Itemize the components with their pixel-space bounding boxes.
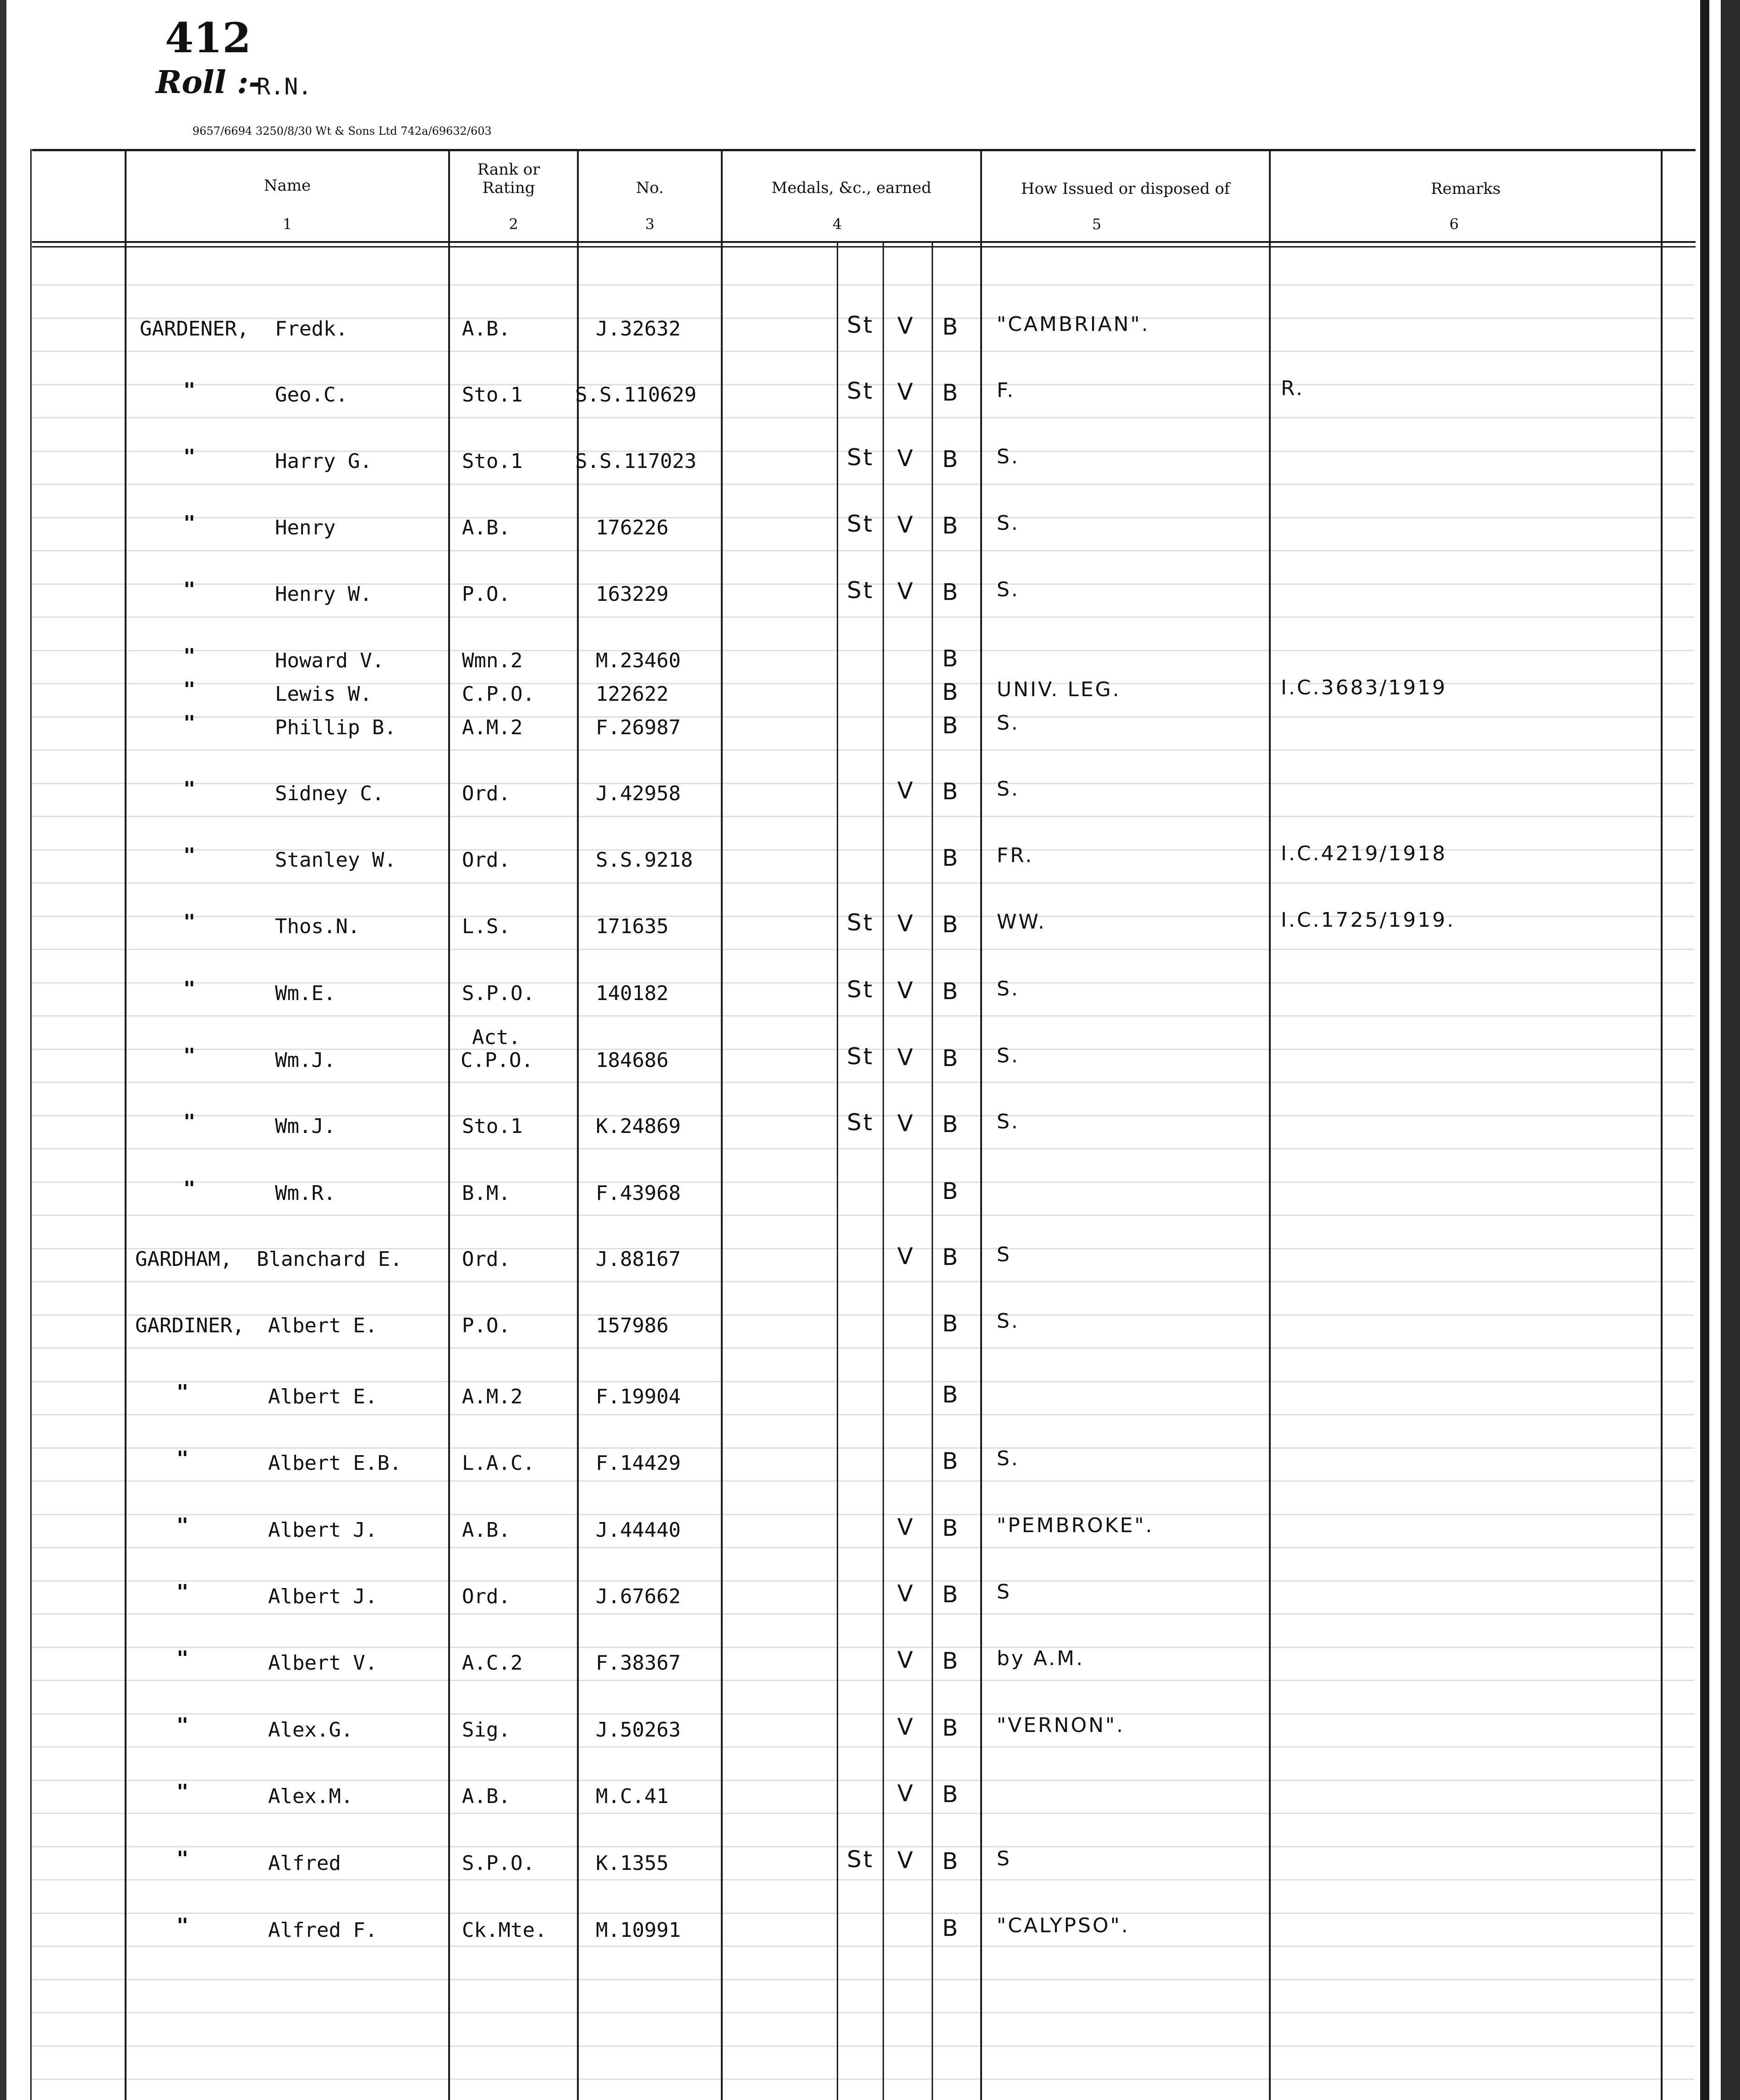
service-number: F.26987 bbox=[596, 716, 681, 739]
british-medal: B bbox=[942, 645, 960, 672]
issued-note: UNIV. LEG. bbox=[997, 678, 1121, 701]
ditto-mark: " bbox=[183, 711, 196, 735]
remarks-note: I.C.3683/1919 bbox=[1281, 676, 1447, 699]
service-number: K.1355 bbox=[596, 1852, 669, 1875]
star-medal: St bbox=[847, 1043, 874, 1070]
british-medal: B bbox=[942, 379, 960, 406]
service-number: 140182 bbox=[596, 982, 669, 1005]
roll-value: R.N. bbox=[257, 73, 312, 100]
rank: Ord. bbox=[462, 782, 510, 805]
given-name: Howard V. bbox=[275, 649, 384, 672]
rank: A.B. bbox=[462, 1785, 510, 1808]
ditto-mark: " bbox=[183, 777, 196, 801]
ruled-line bbox=[32, 1082, 1694, 1083]
ruled-line bbox=[32, 1647, 1694, 1648]
ruled-line bbox=[32, 1514, 1694, 1515]
ruled-line bbox=[32, 1813, 1694, 1814]
british-medal: B bbox=[942, 512, 960, 539]
victory-medal: V bbox=[897, 910, 915, 937]
ditto-mark: " bbox=[183, 977, 196, 1001]
ruled-line bbox=[32, 1015, 1694, 1017]
service-number: M.23460 bbox=[596, 649, 681, 672]
british-medal: B bbox=[942, 1781, 960, 1808]
given-name: Alfred F. bbox=[268, 1919, 378, 1942]
service-number: J.50263 bbox=[596, 1718, 681, 1742]
british-medal: B bbox=[942, 1448, 960, 1474]
col-divider-2 bbox=[448, 149, 450, 2100]
ruled-line bbox=[32, 1613, 1694, 1615]
ruled-line bbox=[32, 1414, 1694, 1415]
rank: Sto.1 bbox=[462, 1115, 523, 1138]
victory-medal: V bbox=[897, 1044, 915, 1071]
rank: Act. bbox=[472, 1026, 521, 1049]
victory-medal: V bbox=[897, 1847, 915, 1874]
column-header-medals: Medals, &c., earned bbox=[771, 179, 932, 197]
header-bottom-rule-2 bbox=[32, 246, 1696, 247]
ruled-line bbox=[32, 1580, 1694, 1582]
service-number: K.24869 bbox=[596, 1115, 681, 1138]
given-name: Thos.N. bbox=[275, 915, 360, 938]
rank: A.C.2 bbox=[462, 1651, 523, 1675]
column-number-4: 4 bbox=[832, 215, 842, 233]
issued-note: F. bbox=[997, 379, 1015, 402]
victory-medal: V bbox=[897, 511, 915, 538]
ditto-mark: " bbox=[183, 910, 196, 934]
service-number: J.32632 bbox=[596, 317, 681, 341]
rank: S.P.O. bbox=[462, 982, 535, 1005]
victory-medal: V bbox=[897, 1514, 915, 1540]
issued-note: S. bbox=[997, 1110, 1020, 1133]
service-number: 171635 bbox=[596, 915, 669, 938]
victory-medal: V bbox=[897, 777, 915, 804]
issued-note: S. bbox=[997, 777, 1020, 801]
ditto-mark: " bbox=[176, 1514, 189, 1537]
ruled-line bbox=[32, 1347, 1694, 1349]
remarks-note: R. bbox=[1281, 377, 1304, 400]
british-medal: B bbox=[942, 446, 960, 473]
service-number: S.S.9218 bbox=[596, 848, 693, 872]
ruled-line bbox=[32, 284, 1694, 286]
column-header-remarks: Remarks bbox=[1431, 180, 1501, 198]
given-name: Lewis W. bbox=[275, 682, 372, 706]
issued-note: WW. bbox=[997, 910, 1046, 934]
ruled-line bbox=[32, 1946, 1694, 1947]
issued-note: S bbox=[997, 1847, 1011, 1870]
issued-note: S. bbox=[997, 1447, 1020, 1470]
victory-medal: V bbox=[897, 1110, 915, 1137]
star-medal: St bbox=[847, 909, 874, 936]
given-name: Alex.G. bbox=[268, 1718, 353, 1742]
victory-medal: V bbox=[897, 313, 915, 339]
british-medal: B bbox=[942, 313, 960, 340]
ditto-mark: " bbox=[183, 1110, 196, 1133]
victory-medal: V bbox=[897, 1780, 915, 1807]
service-number: 176226 bbox=[596, 516, 669, 539]
rank: P.O. bbox=[462, 583, 510, 606]
victory-medal: V bbox=[897, 1714, 915, 1740]
star-medal: St bbox=[847, 511, 874, 537]
service-number: 157986 bbox=[596, 1314, 669, 1337]
ruled-line bbox=[32, 2012, 1694, 2013]
victory-medal: V bbox=[897, 1647, 915, 1673]
rank: Sig. bbox=[462, 1718, 510, 1742]
column-header-issued: How Issued or disposed of bbox=[1021, 180, 1230, 198]
ditto-mark: " bbox=[183, 678, 196, 701]
given-name: Albert J. bbox=[268, 1518, 378, 1542]
issued-note: "CAMBRIAN". bbox=[997, 313, 1150, 336]
british-medal: B bbox=[942, 978, 960, 1005]
issued-note: by A.M. bbox=[997, 1647, 1085, 1670]
ruled-line bbox=[32, 616, 1694, 618]
service-number: M.C.41 bbox=[596, 1785, 669, 1808]
col-divider-5 bbox=[980, 149, 982, 2100]
given-name: Phillip B. bbox=[275, 716, 396, 739]
ditto-mark: " bbox=[176, 1780, 189, 1803]
british-medal: B bbox=[942, 1648, 960, 1674]
issued-note: FR. bbox=[997, 844, 1034, 867]
issued-note: S. bbox=[997, 977, 1020, 1001]
star-medal: St bbox=[847, 312, 874, 338]
given-name: Albert V. bbox=[268, 1651, 378, 1675]
service-number: M.10991 bbox=[596, 1919, 681, 1942]
left-margin-line bbox=[30, 149, 32, 2100]
surname: GARDHAM, bbox=[135, 1248, 232, 1271]
issued-note: S. bbox=[997, 511, 1020, 535]
ruled-line bbox=[32, 1746, 1694, 1748]
star-medal: St bbox=[847, 1109, 874, 1136]
ruled-line bbox=[32, 1148, 1694, 1149]
service-number: S.S.110629 bbox=[575, 383, 697, 407]
british-medal: B bbox=[942, 1111, 960, 1138]
ruled-line bbox=[32, 1780, 1694, 1781]
rank: S.P.O. bbox=[462, 1852, 535, 1875]
british-medal: B bbox=[942, 1848, 960, 1875]
ditto-mark: " bbox=[183, 379, 196, 402]
rank: Ord. bbox=[462, 848, 510, 872]
medal-divider-2 bbox=[883, 243, 884, 2100]
ruled-line bbox=[32, 1547, 1694, 1548]
british-medal: B bbox=[942, 845, 960, 871]
service-number: J.44440 bbox=[596, 1518, 681, 1542]
rank: P.O. bbox=[462, 1314, 510, 1337]
given-name: Wm.E. bbox=[275, 982, 336, 1005]
ruled-line bbox=[32, 1680, 1694, 1681]
rank: Sto.1 bbox=[462, 450, 523, 473]
ditto-mark: " bbox=[176, 1914, 189, 1937]
issued-note: S bbox=[997, 1580, 1011, 1604]
british-medal: B bbox=[942, 712, 960, 739]
victory-medal: V bbox=[897, 379, 915, 405]
rank: A.B. bbox=[462, 1518, 510, 1542]
rank: L.S. bbox=[462, 915, 510, 938]
column-header-number: No. bbox=[636, 179, 664, 197]
ruled-line bbox=[32, 1979, 1694, 1980]
service-number: S.S.117023 bbox=[575, 450, 697, 473]
rank: A.M.2 bbox=[462, 1385, 523, 1408]
given-name: Alex.M. bbox=[268, 1785, 353, 1808]
col-divider-3 bbox=[577, 149, 579, 2100]
star-medal: St bbox=[847, 444, 874, 471]
given-name: Alfred bbox=[268, 1852, 341, 1875]
header-bottom-rule bbox=[32, 241, 1696, 243]
ruled-line bbox=[32, 2045, 1694, 2047]
victory-medal: V bbox=[897, 977, 915, 1004]
victory-medal: V bbox=[897, 1243, 915, 1270]
ditto-mark: " bbox=[183, 644, 196, 668]
page-left-edge bbox=[0, 0, 6, 2100]
rank: B.M. bbox=[462, 1182, 510, 1205]
service-number: F.14429 bbox=[596, 1451, 681, 1475]
rank: Ord. bbox=[462, 1248, 510, 1271]
ruled-line bbox=[32, 351, 1694, 352]
ruled-line bbox=[32, 1480, 1694, 1482]
rank: C.P.O. bbox=[462, 682, 535, 706]
given-name: Geo.C. bbox=[275, 383, 348, 407]
star-medal: St bbox=[847, 1846, 874, 1873]
ditto-mark: " bbox=[176, 1580, 189, 1604]
given-name: Harry G. bbox=[275, 450, 372, 473]
rank-line-2: C.P.O. bbox=[461, 1049, 533, 1072]
ditto-mark: " bbox=[176, 1447, 189, 1470]
ruled-line bbox=[32, 2078, 1694, 2080]
ruled-line bbox=[32, 1215, 1694, 1216]
ruled-line bbox=[32, 749, 1694, 751]
british-medal: B bbox=[942, 1310, 960, 1337]
star-medal: St bbox=[847, 378, 874, 404]
rank: Ord. bbox=[462, 1585, 510, 1608]
ditto-mark: " bbox=[176, 1380, 189, 1404]
ruled-line bbox=[32, 417, 1694, 418]
issued-note: S. bbox=[997, 1309, 1020, 1333]
given-name: Wm.J. bbox=[275, 1115, 336, 1138]
victory-medal: V bbox=[897, 578, 915, 605]
service-number: F.43968 bbox=[596, 1182, 681, 1205]
ruled-line bbox=[32, 882, 1694, 884]
given-name: Albert E.B. bbox=[268, 1451, 402, 1475]
issued-note: S bbox=[997, 1243, 1011, 1266]
ditto-mark: " bbox=[183, 844, 196, 867]
printer-line: 9657/6694 3250/8/30 Wt & Sons Ltd 742a/69632/603 bbox=[192, 125, 492, 137]
surname: GARDINER, bbox=[135, 1314, 245, 1337]
given-name: Albert E. bbox=[268, 1385, 378, 1408]
service-number: J.42958 bbox=[596, 782, 681, 805]
column-number-2: 2 bbox=[509, 215, 518, 233]
ditto-mark: " bbox=[183, 578, 196, 601]
col-divider-7 bbox=[1661, 149, 1663, 2100]
service-number: 163229 bbox=[596, 583, 669, 606]
column-header-rank: Rank or Rating bbox=[477, 160, 540, 197]
column-number-5: 5 bbox=[1092, 215, 1102, 233]
rank: A.M.2 bbox=[462, 716, 523, 739]
col-divider-6 bbox=[1269, 149, 1271, 2100]
british-medal: B bbox=[942, 1178, 960, 1204]
issued-note: "CALYPSO". bbox=[997, 1914, 1130, 1937]
ditto-mark: " bbox=[183, 1044, 196, 1067]
british-medal: B bbox=[942, 1581, 960, 1608]
service-number: F.19904 bbox=[596, 1385, 681, 1408]
ditto-mark: " bbox=[176, 1714, 189, 1737]
given-name: Sidney C. bbox=[275, 782, 384, 805]
victory-medal: V bbox=[897, 445, 915, 472]
ditto-mark: " bbox=[176, 1647, 189, 1670]
issued-note: "VERNON". bbox=[997, 1714, 1125, 1737]
victory-medal: V bbox=[897, 1580, 915, 1607]
british-medal: B bbox=[942, 1915, 960, 1941]
ruled-line bbox=[32, 1879, 1694, 1880]
british-medal: B bbox=[942, 1381, 960, 1408]
col-divider-4 bbox=[721, 149, 723, 2100]
ruled-line bbox=[32, 1913, 1694, 1914]
star-medal: St bbox=[847, 976, 874, 1003]
issued-note: S. bbox=[997, 711, 1020, 735]
surname: GARDENER, bbox=[140, 317, 249, 341]
ruled-line bbox=[32, 484, 1694, 485]
column-number-3: 3 bbox=[645, 215, 655, 233]
given-name: Blanchard E. bbox=[257, 1248, 402, 1271]
roll-label: Roll :- bbox=[156, 64, 262, 101]
issued-note: "PEMBROKE". bbox=[997, 1514, 1154, 1537]
given-name: Henry bbox=[275, 516, 336, 539]
service-number: J.88167 bbox=[596, 1248, 681, 1271]
given-name: Albert J. bbox=[268, 1585, 378, 1608]
ruled-line bbox=[32, 1281, 1694, 1282]
british-medal: B bbox=[942, 679, 960, 705]
page-number: 412 bbox=[165, 14, 251, 62]
ditto-mark: " bbox=[183, 511, 196, 535]
british-medal: B bbox=[942, 1045, 960, 1072]
given-name: Fredk. bbox=[275, 317, 348, 341]
service-number: J.67662 bbox=[596, 1585, 681, 1608]
service-number: F.38367 bbox=[596, 1651, 681, 1675]
rank: A.B. bbox=[462, 516, 510, 539]
star-medal: St bbox=[847, 577, 874, 604]
issued-note: S. bbox=[997, 445, 1020, 468]
british-medal: B bbox=[942, 1715, 960, 1741]
medal-divider-1 bbox=[837, 243, 838, 2100]
rank: Sto.1 bbox=[462, 383, 523, 407]
given-name: Wm.R. bbox=[275, 1182, 336, 1205]
column-number-1: 1 bbox=[282, 215, 292, 233]
issued-note: S. bbox=[997, 578, 1020, 601]
given-name: Henry W. bbox=[275, 583, 372, 606]
ditto-mark: " bbox=[183, 445, 196, 468]
table-top-rule bbox=[32, 149, 1696, 151]
given-name: Stanley W. bbox=[275, 848, 396, 872]
ruled-line bbox=[32, 1713, 1694, 1715]
british-medal: B bbox=[942, 1244, 960, 1270]
british-medal: B bbox=[942, 911, 960, 938]
rank: Wmn.2 bbox=[462, 649, 523, 672]
british-medal: B bbox=[942, 1515, 960, 1541]
issued-note: S. bbox=[997, 1044, 1020, 1067]
given-name: Wm.J. bbox=[275, 1049, 336, 1072]
medal-divider-3 bbox=[932, 243, 933, 2100]
ruled-line bbox=[32, 816, 1694, 817]
ruled-line bbox=[32, 550, 1694, 551]
british-medal: B bbox=[942, 778, 960, 805]
rank: A.B. bbox=[462, 317, 510, 341]
ruled-line bbox=[32, 949, 1694, 950]
column-header-name: Name bbox=[263, 176, 311, 195]
remarks-note: I.C.1725/1919. bbox=[1281, 908, 1455, 932]
ruled-line bbox=[32, 1381, 1694, 1382]
rank: Ck.Mte. bbox=[462, 1919, 547, 1942]
ruled-line bbox=[32, 1447, 1694, 1449]
given-name: Albert E. bbox=[268, 1314, 378, 1337]
rank: L.A.C. bbox=[462, 1451, 535, 1475]
ditto-mark: " bbox=[183, 1177, 196, 1200]
service-number: 184686 bbox=[596, 1049, 669, 1072]
remarks-note: I.C.4219/1918 bbox=[1281, 842, 1447, 865]
service-number: 122622 bbox=[596, 682, 669, 706]
col-divider-1 bbox=[125, 149, 126, 2100]
column-number-6: 6 bbox=[1449, 215, 1459, 233]
ditto-mark: " bbox=[176, 1847, 189, 1870]
british-medal: B bbox=[942, 579, 960, 605]
page-right-edge bbox=[1700, 0, 1709, 2100]
binding-edge bbox=[1721, 0, 1740, 2100]
